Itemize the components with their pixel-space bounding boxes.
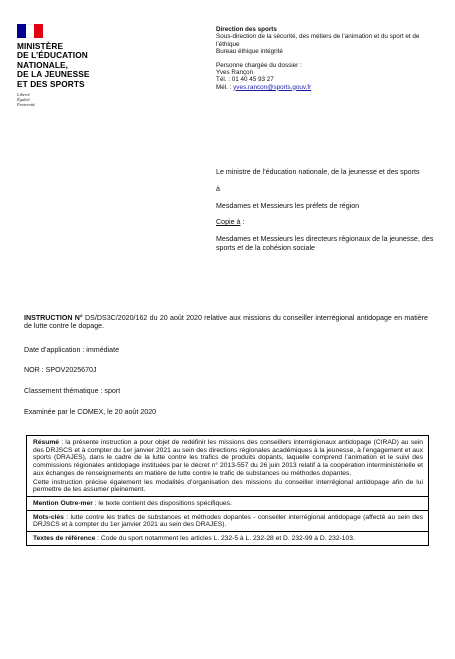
instruction-text: DS/DS3C/2020/162 du 20 août 2020 relative aux missions du conseiller interrégional antidopage en matière de lutte contre le dopage. (24, 314, 428, 331)
sender-block (216, 26, 441, 91)
ministry-logo (17, 24, 127, 107)
mention-label: Mention Outre-mer (33, 499, 93, 507)
resume-section (27, 436, 428, 497)
copy-recipients: Mesdames et Messieurs les directeurs régionaux de la jeunesse, des sports et de la cohésion sociale (216, 235, 434, 252)
recipients-block (216, 168, 446, 261)
to-word: à (216, 184, 220, 193)
instruction-label: INSTRUCTION N° (24, 314, 83, 322)
copy-colon: : (240, 218, 245, 227)
keywords-label: Mots-clés (33, 513, 64, 521)
sender-bureau: Bureau éthique intégrité (216, 47, 283, 55)
keywords-text: : lutte contre les trafics de substances et méthodes dopantes - conseiller interrégional antidopage (affecté au sein des DRJSCS et à compter du 1er janvier 2021 au sein des DRAJES). (33, 513, 423, 529)
contact-label: Personne chargée du dossier : (216, 61, 302, 69)
sender-minister: Le ministre de l’éducation nationale, de la jeunesse et des sports (216, 168, 420, 176)
copy-word: Copie à (216, 218, 241, 227)
classement-thematique: Classement thématique : sport (24, 387, 121, 395)
nor-reference: NOR : SPOV2025670J (24, 366, 97, 374)
republic-motto: Liberté Égalité Fraternité (17, 92, 36, 108)
comex-examination: Examinée par le COMEX, le 20 août 2020 (24, 408, 157, 416)
republic-flag-icon (17, 24, 43, 38)
resume-text: : la présente instruction a pour objet de redéfinir les missions des conseillers interrégionaux antidopage (CIRAD) au sein des DRJSCS et à compter du 1er janvier 2021 au sein des directions régionales académiques à la jeunesse, à l’engagement et aux sports (DRAJES), dans le cadre de la lutte contre les trafics de produits dopants, laquelle comprend l’animation et le suivi des commissions régionales antidopage instituées par le décret n° 2013-557 du 26 juin 2013 relatif à la coopération interministérielle et aux échanges de renseignements en matière de lutte contre le trafic de substances ou méthodes dopantes. (33, 439, 423, 477)
recipient-prefets: Mesdames et Messieurs les préfets de région (216, 201, 360, 210)
resume-text-2: Cette instruction précise également les modalités d’organisation des missions du conseiller interrégional antidopage afin de lui permettre de les assumer pleinement. (33, 478, 423, 494)
mention-section (27, 497, 428, 511)
mention-text: : le texte contient des dispositions spécifiques. (92, 499, 232, 507)
contact-email-row (216, 84, 441, 91)
contact-phone: Tél. : 01 40 45 93 27 (216, 76, 274, 84)
contact-name: Yves Rançon (216, 68, 254, 76)
instruction-title (24, 314, 428, 331)
summary-box (26, 435, 429, 546)
email-link[interactable]: yves.rancon@sports.gouv.fr (233, 83, 312, 91)
sender-subdirection: Sous-direction de la sécurité, des métiers de l’animation et du sport et de l’éthique (216, 33, 420, 48)
references-label: Textes de référence (33, 535, 96, 543)
sender-direction: Direction des sports (216, 26, 277, 33)
references-section (27, 532, 428, 545)
ministry-name: MINISTÈRE DE L’ÉDUCATION NATIONALE, DE LA JEUNESSE ET DES SPORTS (17, 41, 90, 89)
references-text: : Code du sport notamment les articles L. 232-5 à L. 232-28 et D. 232-99 à D. 232-103. (95, 535, 355, 543)
date-application: Date d’application : immédiate (24, 346, 120, 354)
copy-label (216, 218, 446, 227)
email-label: Mél. : (216, 83, 234, 91)
resume-label: Résumé (33, 439, 60, 446)
keywords-section (27, 511, 428, 532)
